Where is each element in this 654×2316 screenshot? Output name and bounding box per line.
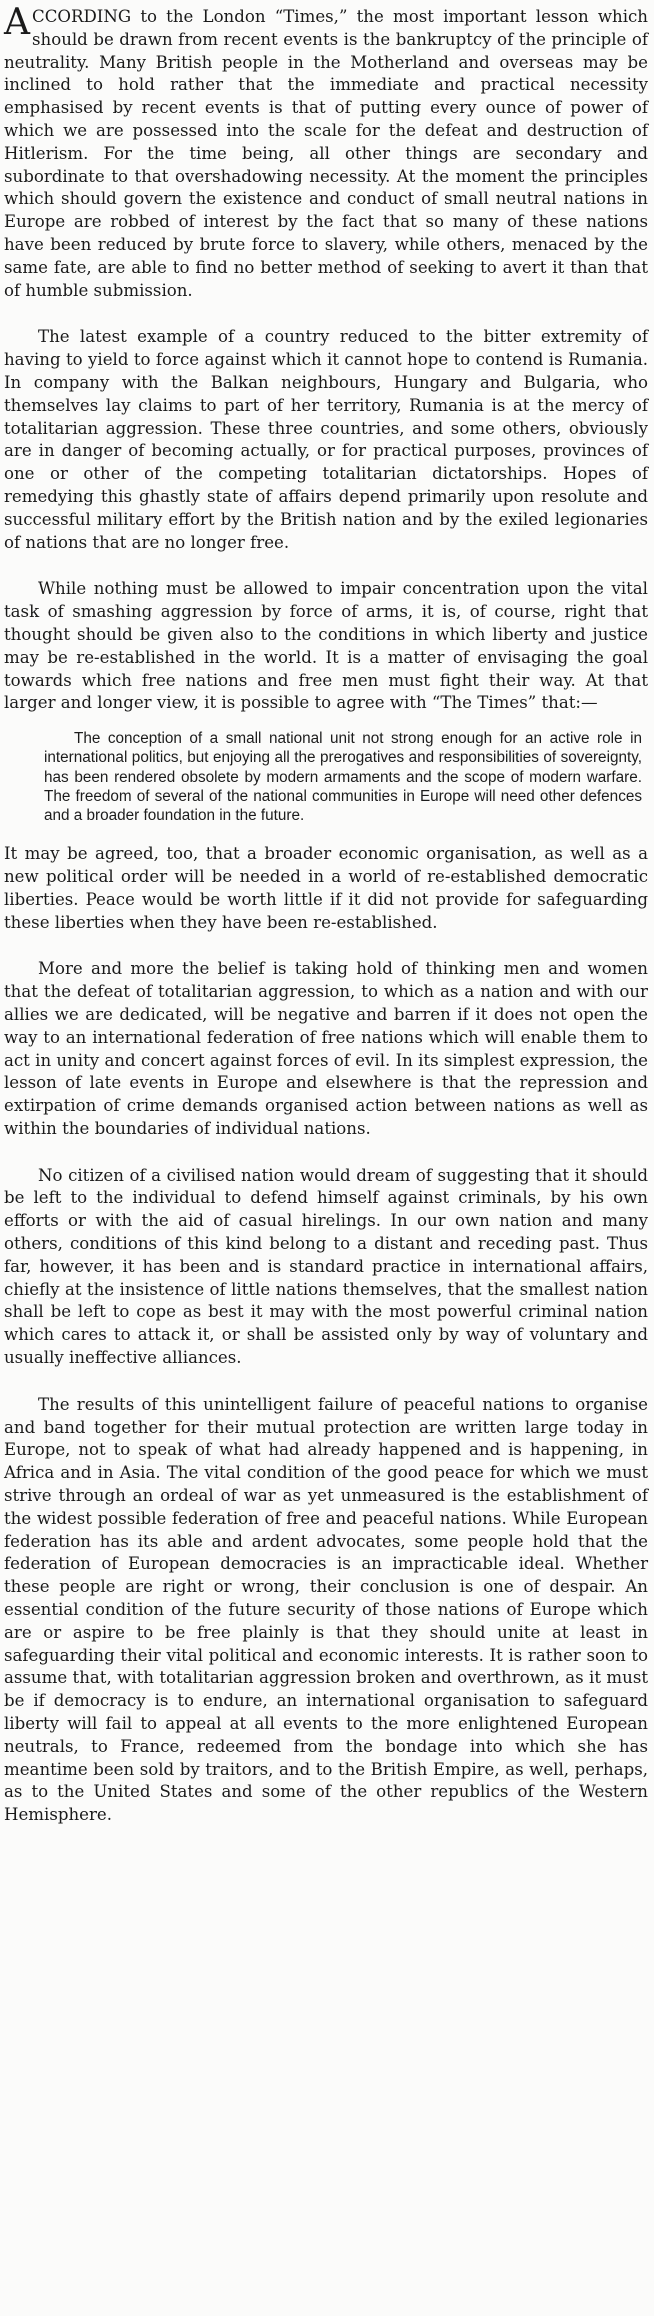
block-quote: The conception of a small national unit not strong enough for an active role in international politics, but enjoying all the prerogatives and responsibilities of sovereignty, has been rendered obsolete by modern armaments and the scope of modern warfare. The freedom of several of the national communities in Europe will need other defences and a broader foundation in the future. — [44, 730, 642, 824]
article-paragraph-1 — [4, 2, 648, 302]
article-paragraph-6: No citizen of a civilised nation would dream of suggesting that it should be left to the individual to defend himself against criminals, by his own efforts or with the aid of casual hirelings. In our own nation and many others, conditions of this kind belong to a distant and receding past. Thus far, however, it has been and is standard practice in international affairs, chiefly at the insistence of little nations themselves, that the smallest nation shall be left to cope as best it may with the most powerful criminal nation which cares to attack it, or shall be assisted only by way of voluntary and usually ineffective alliances. — [4, 1165, 648, 1368]
article-paragraph-5: More and more the belief is taking hold of thinking men and women that the defeat of totalitarian aggression, to which as a nation and with our allies we are dedicated, will be negative and barren if it does not open the way to an international federation of free nations which will enable them to act in unity and concert against forces of evil. In its simplest expression, the lesson of late events in Europe and elsewhere is that the repression and extirpation of crime demands organised action between nations as well as within the boundaries of individual nations. — [4, 959, 648, 1138]
article-paragraph-3: While nothing must be allowed to impair concentration upon the vital task of smashing aggression by force of arms, it is, of course, right that thought should be given also to the conditions in which liberty and justice may be re-established in the world. It is a matter of envisaging the goal towards which free nations and free men must fight their way. At that larger and longer view, it is possible to agree with “The Times” that:— — [4, 579, 648, 713]
paragraph-text: to the London “Times,” the most important lesson which should be drawn from recent events is the bankruptcy of the principle of neutrality. Many British people in the Motherland and overseas may be inclined to hold rather that the immediate and practical necessity emphasised by recent events is that of putting every ounce of power of which we are possessed into the scale for the defeat and destruction of Hitlerism. For the time being, all other things are secondary and subordinate to that overshadowing necessity. At the moment the principles which should govern the existence and conduct of small neutral nations in Europe are robbed of interest by the fact that so many of these nations have been reduced by brute force to slavery, while others, menaced by the same fate, are able to find no better method of seeking to avert it than that of humble submission. — [4, 7, 648, 300]
drop-cap: A — [4, 2, 30, 43]
article-paragraph-4: It may be agreed, too, that a broader economic organisation, as well as a new political order will be needed in a world of re-established democratic liberties. Peace would be worth little if it did not provide for safeguarding these liberties when they have been re-established. — [4, 844, 648, 932]
lead-word: CCORDING — [32, 7, 132, 26]
article-paragraph-7: The results of this unintelligent failure of peaceful nations to organise and band together for their mutual protection are written large today in Europe, not to speak of what had already happened and is happening, in Africa and in Asia. The vital condition of the good peace for which we must strive through an ordeal of war as yet unmeasured is the establishment of the widest possible federation of free and peaceful nations. While European federation has its able and ardent advocates, some people hold that the federation of European democracies is an impracticable ideal. Whether these people are right or wrong, their conclusion is one of despair. An essential condition of the future security of those nations of Europe which are or aspire to be free plainly is that they should unite at least in safeguarding their vital political and economic interests. It is rather soon to assume that, with totalitarian aggression broken and overthrown, as it must be if democracy is to endure, an international organisation to safeguard liberty will fail to appeal at all events to the more enlightened European neutrals, to France, redeemed from the bondage into which she has meantime been sold by traitors, and to the British Empire, as well, perhaps, as to the United States and some of the other republics of the Western Hemisphere. — [4, 1394, 648, 1825]
article-paragraph-2: The latest example of a country reduced to the bitter extremity of having to yield to force against which it cannot hope to contend is Rumania. In company with the Balkan neighbours, Hungary and Bulgaria, who themselves lay claims to part of her territory, Rumania is at the mercy of totalitarian aggression. These three countries, and some others, obviously are in danger of becoming actually, or for practical purposes, provinces of one or other of the competing totalitarian dictatorships. Hopes of remedying this ghastly state of affairs depend primarily upon resolute and successful military effort by the British nation and by the exiled legionaries of nations that are no longer free. — [4, 327, 648, 552]
